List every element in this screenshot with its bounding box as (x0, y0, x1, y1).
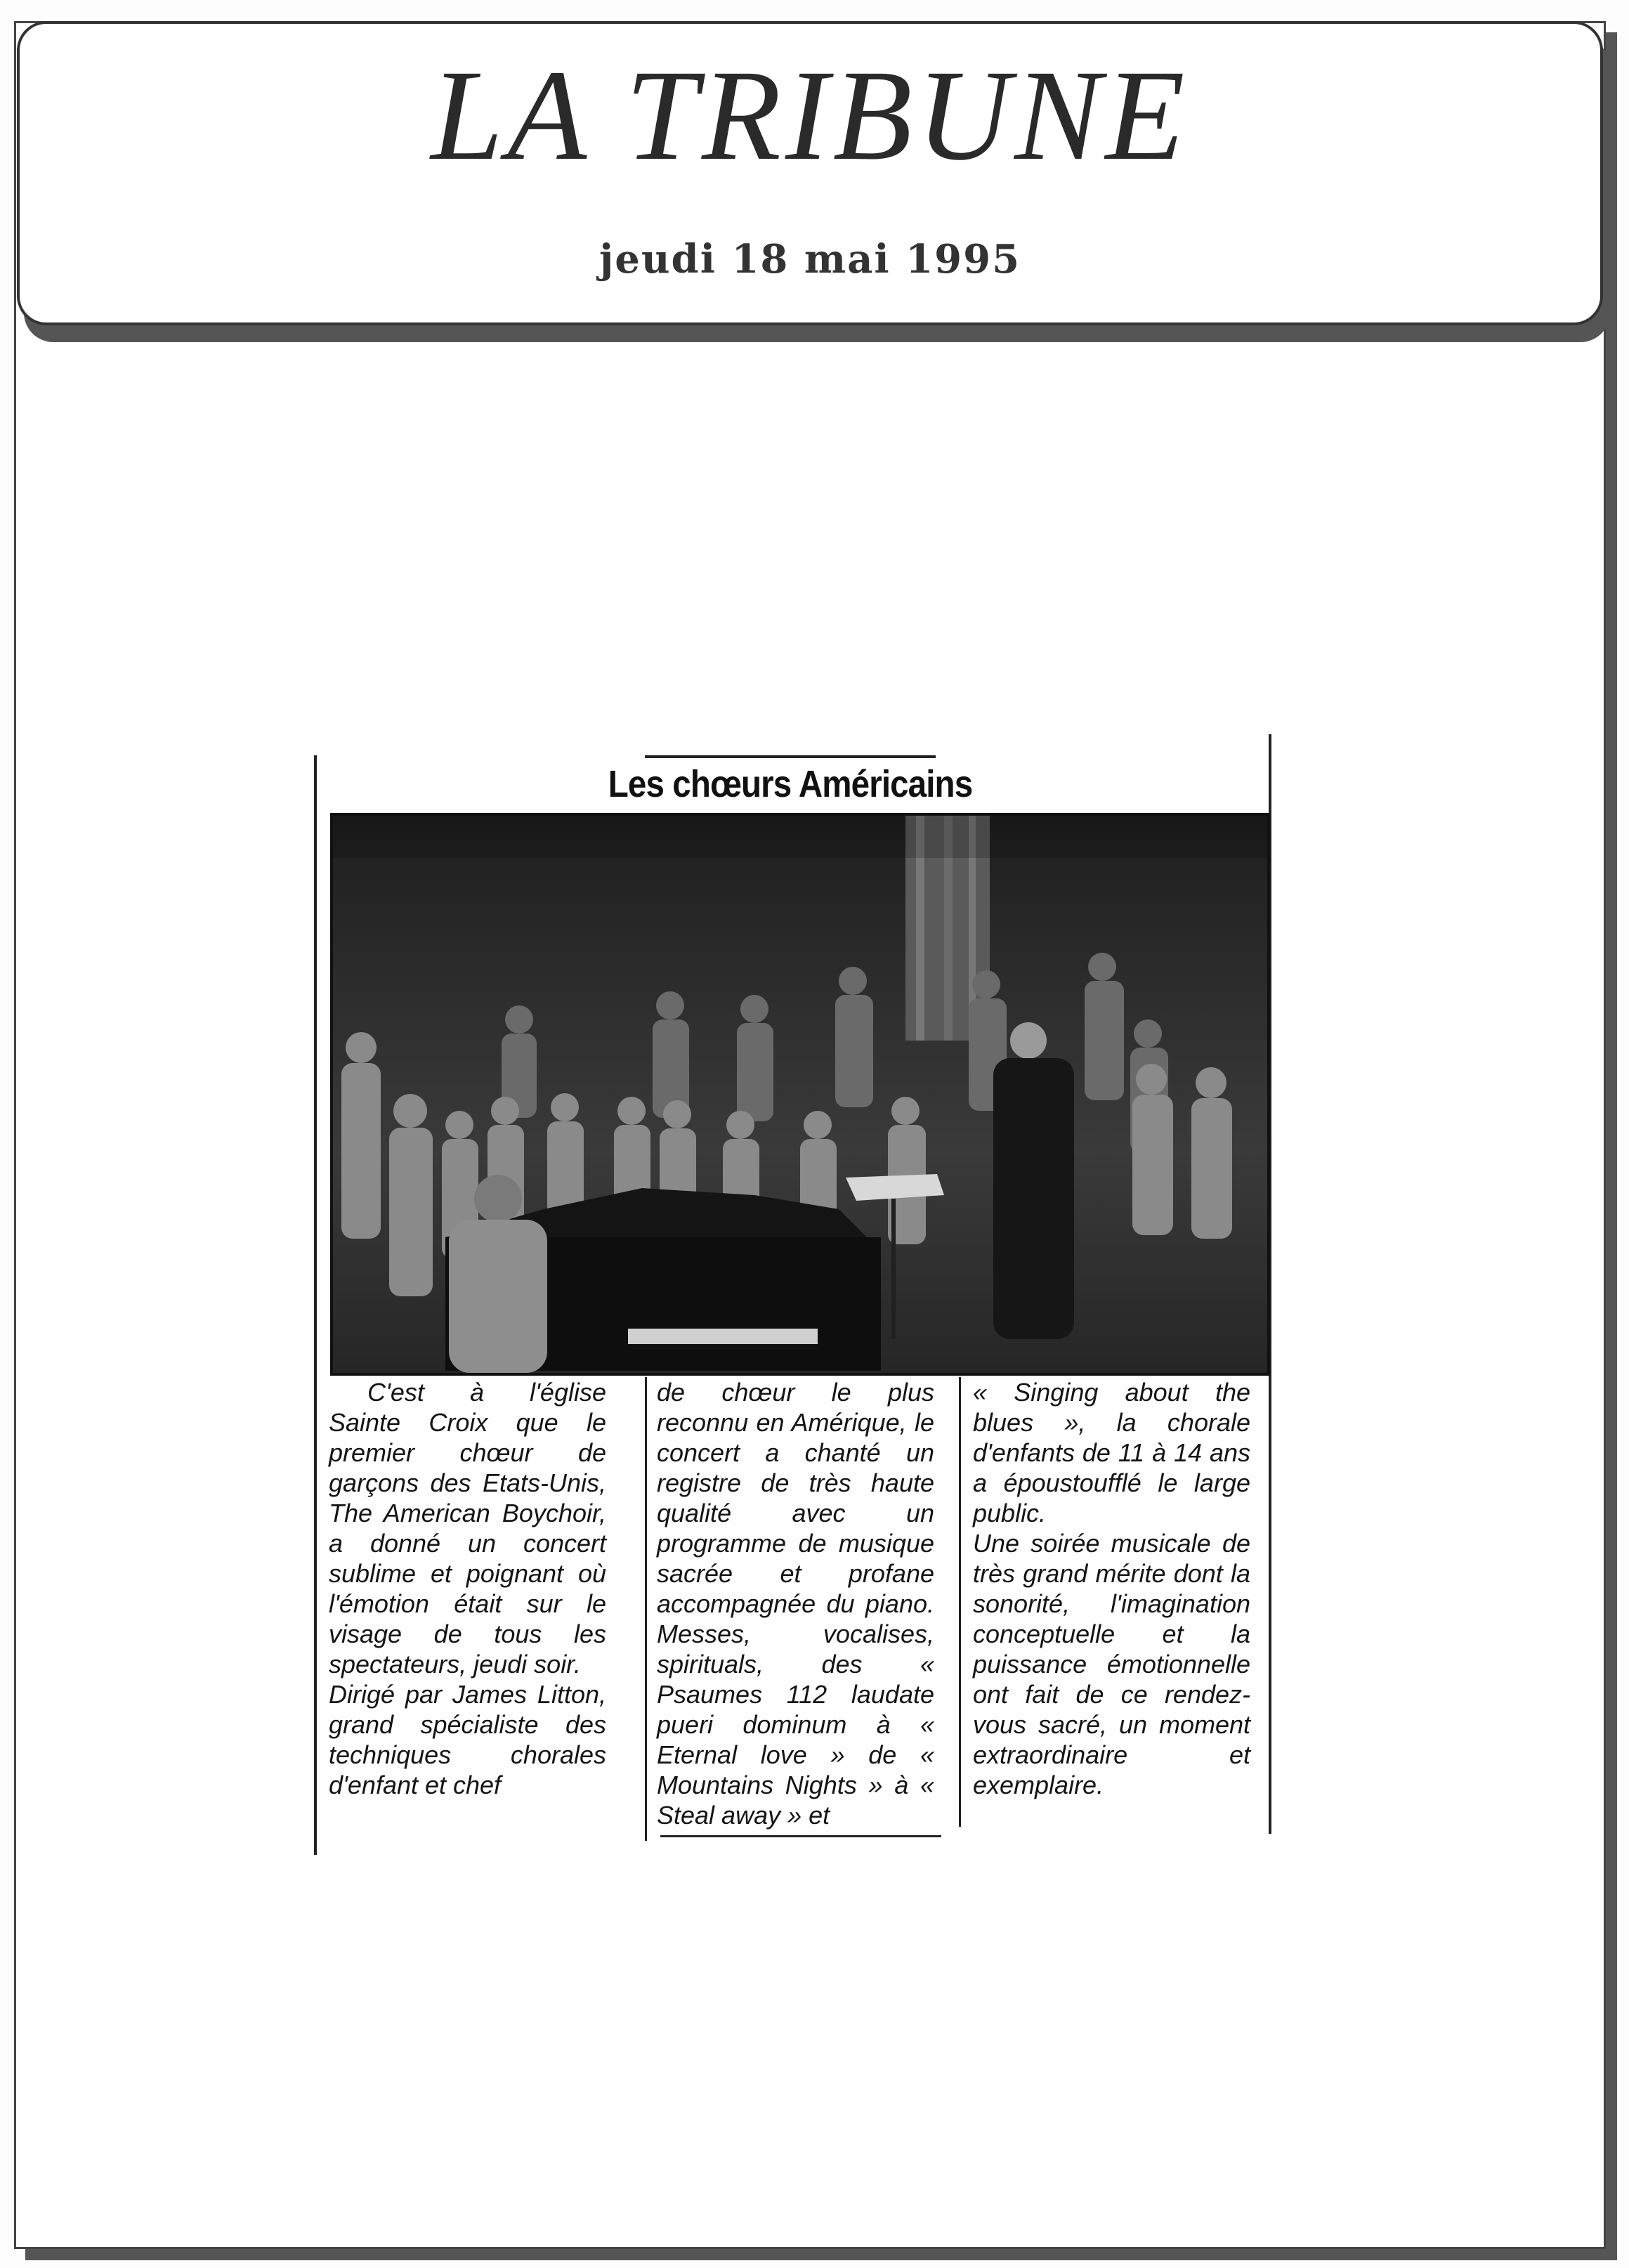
headline-rule (645, 755, 936, 758)
column-bottom-rule (660, 1835, 941, 1837)
article-paragraph: « Singing about the blues », la chorale d'enfants de 11 à 14 ans a époustoufflé le large public. (973, 1378, 1250, 1527)
masthead-panel (17, 21, 1603, 325)
publication-date: jeudi 18 mai 1995 (598, 236, 1021, 282)
article-paragraph: C'est à l'église Sainte Croix que le premier chœur de garçons des Etats-Unis, The American Boychoir, a donné un concert sublime et poignant où l'émotion était sur le visage de tous les spectateurs, jeudi soir. (329, 1378, 606, 1679)
column-separator (959, 1377, 961, 1827)
article-headline: Les chœurs Américains (608, 763, 973, 805)
article-column-1 (329, 1377, 606, 1800)
article-paragraph: Dirigé par James Litton, grand spécialiste des techniques chorales d'enfant et chef (329, 1680, 606, 1799)
article-paragraph: de chœur le plus reconnu en Amérique, le concert a chanté un registre de très haute qualité avec un programme de musique sacrée et profane accompagnée du piano. Messes, vocalises, spirituals, des « Psaumes 112 laudate pueri dominum à « Eternal love » de « Mountains Nights » à « Steal away » et (657, 1378, 934, 1830)
choir-photo-illustration (333, 816, 1267, 1373)
clipping-left-rule (314, 755, 317, 1855)
article-paragraph: Une soirée musicale de très grand mérite dont la sonorité, l'imagination conceptuelle et la puissance émotionnelle ont fait de ce rendez-vous sacré, un moment extraordinaire et exemplaire. (973, 1529, 1250, 1799)
masthead-title: LA TRIBUNE (431, 44, 1189, 188)
article-column-2 (657, 1377, 934, 1830)
choir-photograph (330, 813, 1270, 1376)
column-separator (645, 1377, 647, 1841)
article-column-3 (973, 1377, 1250, 1800)
